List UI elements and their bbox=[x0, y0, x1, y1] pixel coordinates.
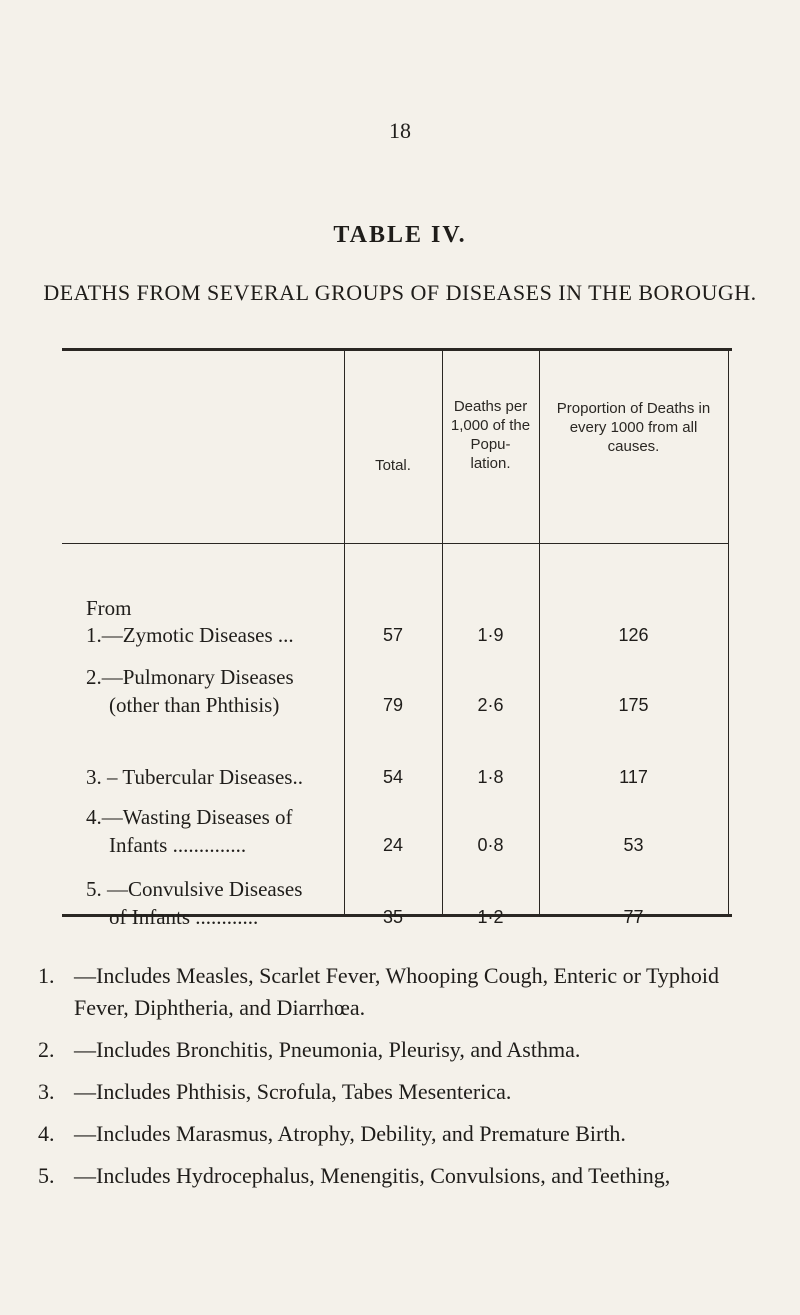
row-label bbox=[86, 875, 368, 931]
footnote-number: 5. bbox=[38, 1163, 55, 1188]
cell-proportion: 175 bbox=[618, 695, 649, 715]
footnote-text: —Includes Marasmus, Atrophy, Debility, and Premature Birth. bbox=[74, 1121, 626, 1146]
row-label-line1: 5. —Convulsive Diseases bbox=[86, 877, 303, 901]
header-divider bbox=[62, 543, 728, 544]
row-label-line1: 1.—Zymotic Diseases ... bbox=[86, 623, 294, 647]
footnote bbox=[38, 960, 762, 1024]
column-divider bbox=[728, 351, 729, 914]
row-label-line2: Infants .............. bbox=[109, 833, 247, 857]
footnote bbox=[38, 1076, 762, 1108]
cell-total: 57 bbox=[382, 625, 404, 645]
header-proportion: Proportion of Deaths in every 1000 from all causes. bbox=[556, 400, 711, 455]
cell-total: 24 bbox=[382, 835, 404, 855]
footnote-number: 1. bbox=[38, 963, 55, 988]
cell-proportion: 126 bbox=[618, 625, 649, 645]
cell-per-1000: 2·6 bbox=[477, 695, 504, 715]
footnote-number: 4. bbox=[38, 1121, 55, 1146]
footnote bbox=[38, 1118, 762, 1150]
cell-per-1000: 1·9 bbox=[477, 625, 504, 645]
footnote-text: —Includes Bronchitis, Pneumonia, Pleurisy, and Asthma. bbox=[74, 1037, 581, 1062]
footnote-number: 2. bbox=[38, 1037, 55, 1062]
cell-proportion: 77 bbox=[623, 907, 644, 927]
cell-total: 54 bbox=[382, 767, 404, 787]
header-total: Total. bbox=[375, 457, 411, 474]
cell-proportion: 53 bbox=[623, 835, 644, 855]
footnote bbox=[38, 1160, 762, 1192]
cell-total: 35 bbox=[382, 907, 404, 927]
cell-per-1000: 1·2 bbox=[477, 907, 504, 927]
footnote bbox=[38, 1034, 762, 1066]
row-label bbox=[86, 803, 368, 859]
row-label bbox=[86, 763, 368, 791]
row-label-line1: 2.—Pulmonary Diseases bbox=[86, 665, 294, 689]
footnote-text: —Includes Phthisis, Scrofula, Tabes Mesenterica. bbox=[74, 1079, 512, 1104]
footnote-number: 3. bbox=[38, 1079, 55, 1104]
page-number: 18 bbox=[389, 118, 411, 143]
cell-per-1000: 0·8 bbox=[477, 835, 504, 855]
footnotes bbox=[38, 960, 762, 1202]
row-label-line1: 3. – Tubercular Diseases.. bbox=[86, 765, 303, 789]
header-deaths-per-1000: Deaths per 1,000 of the Popu- lation. bbox=[450, 398, 531, 472]
row-label bbox=[86, 621, 368, 649]
row-label bbox=[86, 663, 368, 719]
table-subtitle: DEATHS FROM SEVERAL GROUPS OF DISEASES IN THE BOROUGH. bbox=[43, 280, 757, 305]
cell-proportion: 117 bbox=[619, 767, 648, 787]
row-label-line2: of Infants ............ bbox=[109, 905, 259, 929]
cell-per-1000: 1·8 bbox=[477, 767, 504, 787]
cell-total: 79 bbox=[382, 695, 404, 715]
footnote-text: —Includes Measles, Scarlet Fever, Whooping Cough, Enteric or Typhoid Fever, Diphtheria, and Diarrhœa. bbox=[74, 963, 720, 1020]
row-label-line2: (other than Phthisis) bbox=[109, 693, 280, 717]
from-label: From bbox=[86, 596, 132, 620]
disease-deaths-table bbox=[62, 348, 732, 929]
row-label-line1: 4.—Wasting Diseases of bbox=[86, 805, 293, 829]
footnote-text: —Includes Hydrocephalus, Menengitis, Convulsions, and Teething, bbox=[74, 1163, 671, 1188]
table-title: TABLE IV. bbox=[333, 222, 467, 248]
